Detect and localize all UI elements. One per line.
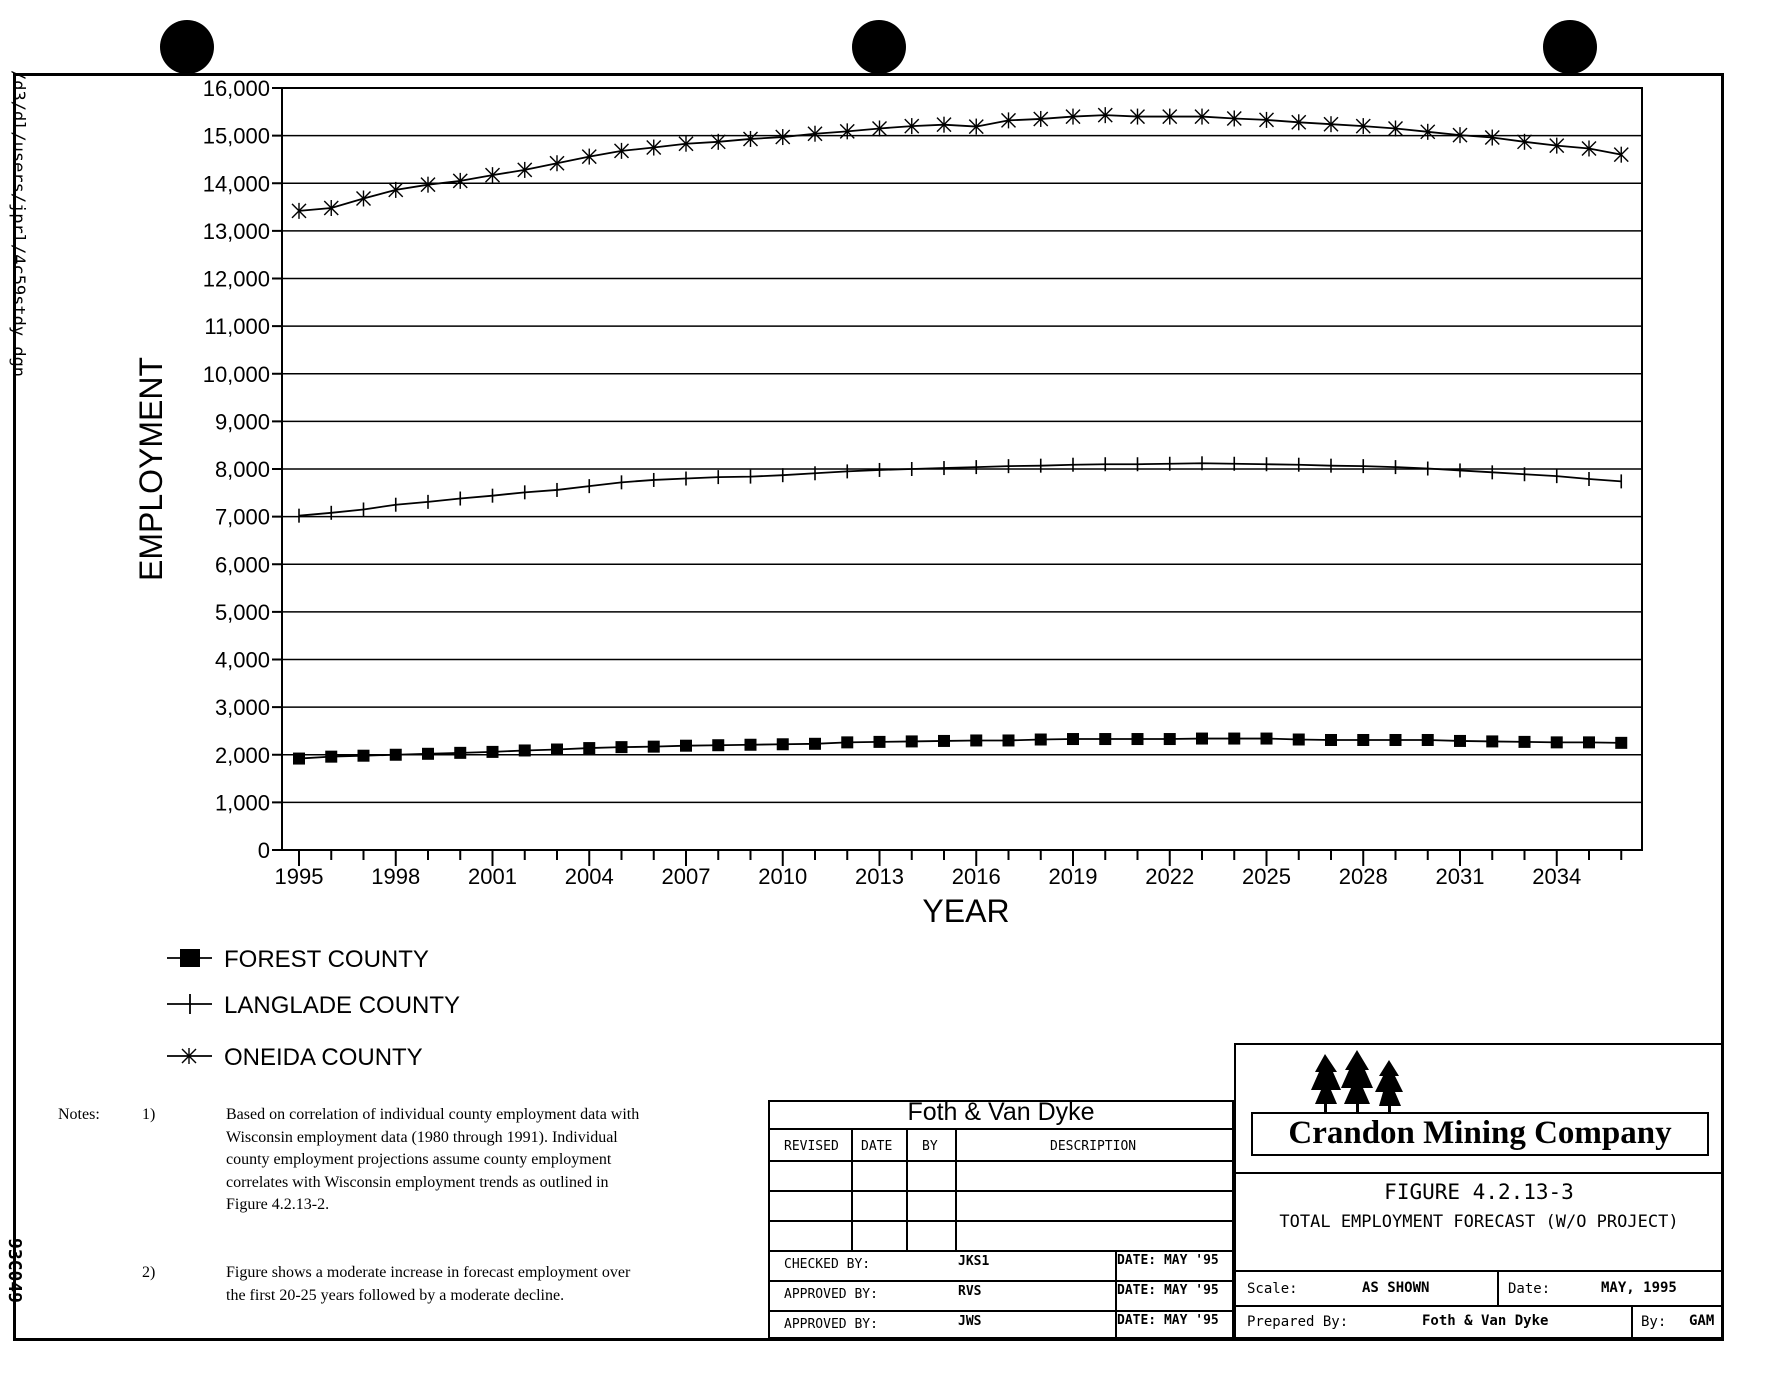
y-tick-label: 16,000 [202, 76, 270, 101]
x-tick-label: 2001 [468, 864, 517, 889]
y-axis-title: EMPLOYMENT [133, 356, 169, 582]
data-point [1003, 734, 1015, 746]
y-axis-ticks [203, 76, 282, 863]
y-tick-label: 12,000 [202, 266, 270, 292]
date-value: MAY, 1995 [1601, 1280, 1677, 1296]
y-tick-label: 10,000 [202, 361, 270, 387]
approved-by-label: APPROVED BY: [784, 1287, 878, 1302]
data-point [1615, 737, 1627, 749]
x-axis-title: YEAR [922, 893, 1010, 929]
data-point [1325, 734, 1337, 746]
data-point [680, 740, 692, 752]
data-point [874, 736, 886, 748]
chart-legend [167, 946, 460, 1071]
data-point [1099, 733, 1111, 745]
note-text: Figure shows a moderate increase in forecast employment over the first 20-25 years followed by a moderate decline. [226, 1264, 631, 1304]
rev-header-revised: REVISED [784, 1139, 839, 1154]
data-point [1261, 733, 1273, 745]
legend-marker [180, 949, 200, 967]
data-point [551, 744, 563, 756]
approved-by-label: APPROVED BY: [784, 1317, 878, 1332]
x-tick-label: 2007 [661, 864, 711, 889]
data-point [841, 736, 853, 748]
data-point [293, 753, 305, 765]
y-tick-label: 9,000 [214, 409, 270, 435]
y-tick-label: 7,000 [214, 504, 270, 530]
data-point [1551, 736, 1563, 748]
x-tick-label: 2022 [1145, 864, 1195, 889]
data-point [390, 749, 402, 761]
drawing-code-label: 93C049 [4, 1238, 25, 1304]
data-point [1132, 733, 1144, 745]
notes-title: Notes: [58, 1106, 100, 1123]
prepared-by-value: Foth & Van Dyke [1422, 1313, 1549, 1329]
series-line [299, 463, 1621, 515]
data-point [550, 155, 564, 171]
prepared-by-label: Prepared By: [1247, 1314, 1349, 1330]
data-point [454, 747, 466, 759]
note-number: 2) [142, 1264, 156, 1281]
x-tick-label: 1995 [274, 864, 324, 889]
data-point [616, 741, 628, 753]
drawn-by-label: By: [1641, 1314, 1667, 1330]
y-tick-label: 4,000 [214, 647, 270, 673]
x-tick-label: 2013 [855, 864, 904, 889]
series-line [299, 115, 1621, 211]
y-tick-label: 6,000 [214, 552, 270, 578]
data-point [1164, 733, 1176, 745]
file-path-label: /d3/dl/users/jprl/4c59stdy.dgn [8, 70, 28, 378]
data-point [648, 741, 660, 753]
y-tick-label: 3,000 [214, 695, 270, 721]
data-point [1228, 733, 1240, 745]
y-tick-label: 5,000 [214, 599, 270, 625]
data-point [1357, 734, 1369, 746]
y-tick-label: 1,000 [214, 790, 270, 816]
x-tick-label: 2019 [1048, 864, 1098, 889]
firm-name: Foth & Van Dyke [907, 1098, 1095, 1126]
rev-header-description: DESCRIPTION [1050, 1139, 1137, 1154]
approved-by-date: DATE: MAY '95 [1117, 1283, 1219, 1298]
data-point [745, 739, 757, 751]
y-tick-label: 2,000 [214, 742, 270, 768]
data-point [1035, 734, 1047, 746]
data-point [906, 735, 918, 747]
drawn-by-value: GAM [1689, 1313, 1715, 1329]
x-tick-label: 2025 [1242, 864, 1291, 889]
x-tick-label: 2004 [564, 864, 614, 889]
approved-by-date: DATE: MAY '95 [1117, 1313, 1219, 1328]
data-point [1583, 736, 1595, 748]
approved-by-initials: RVS [958, 1284, 982, 1299]
data-point [1519, 736, 1531, 748]
data-point [1293, 734, 1305, 746]
x-tick-label: 2031 [1435, 864, 1485, 889]
y-tick-label: 8,000 [214, 457, 270, 482]
y-tick-label: 0 [257, 838, 270, 863]
data-point [1422, 734, 1434, 746]
data-point [358, 750, 370, 762]
scale-label: Scale: [1247, 1281, 1298, 1297]
tree-logo-icon [1307, 1050, 1407, 1112]
scale-value: AS SHOWN [1362, 1280, 1430, 1296]
figure-title: TOTAL EMPLOYMENT FORECAST (W/O PROJECT) [1279, 1212, 1679, 1232]
data-point [777, 738, 789, 750]
company-name: Crandon Mining Company [1288, 1115, 1672, 1151]
y-tick-label: 11,000 [204, 314, 270, 340]
data-point [938, 735, 950, 747]
data-point [809, 738, 821, 750]
x-tick-label: 1998 [371, 864, 421, 889]
data-point [1196, 733, 1208, 745]
date-label: Date: [1508, 1281, 1551, 1297]
x-axis-ticks [275, 850, 1622, 889]
data-point [583, 742, 595, 754]
rev-header-date: DATE [861, 1139, 893, 1154]
data-point [422, 748, 434, 760]
checked-by-date: DATE: MAY '95 [1117, 1253, 1219, 1268]
legend-label: LANGLADE COUNTY [224, 992, 461, 1019]
data-point [325, 751, 337, 763]
legend-label: ONEIDA COUNTY [224, 1044, 423, 1071]
note-text: Based on correlation of individual county employment data with Wisconsin employment data (1980 through 1991). Individual county employment projections assume county employment correlates with Wisconsin employment trends as outlined in Figure 4.2.13-2. [226, 1106, 640, 1213]
checked-by-initials: JKS1 [958, 1254, 990, 1269]
x-tick-label: 2028 [1338, 864, 1388, 889]
data-point [712, 739, 724, 751]
data-point [970, 734, 982, 746]
approved-by-initials: JWS [958, 1314, 982, 1329]
y-tick-label: 13,000 [202, 218, 270, 244]
x-tick-label: 2016 [951, 864, 1001, 889]
figure-number: FIGURE 4.2.13-3 [1384, 1180, 1574, 1204]
data-point [519, 744, 531, 756]
data-point [1614, 147, 1628, 163]
checked-by-label: CHECKED BY: [784, 1257, 871, 1272]
note-number: 1) [142, 1106, 156, 1123]
data-point [1486, 735, 1498, 747]
data-point [357, 190, 371, 206]
chart-series [292, 107, 1628, 764]
legend-label: FOREST COUNTY [224, 946, 429, 973]
data-point [487, 746, 499, 758]
y-tick-label: 14,000 [202, 171, 270, 197]
data-point [1390, 734, 1402, 746]
x-tick-label: 2034 [1532, 864, 1582, 889]
y-tick-label: 15,000 [202, 123, 270, 149]
data-point [1454, 735, 1466, 747]
data-point [1067, 733, 1079, 745]
x-tick-label: 2010 [758, 864, 808, 889]
rev-header-by: BY [922, 1139, 938, 1154]
